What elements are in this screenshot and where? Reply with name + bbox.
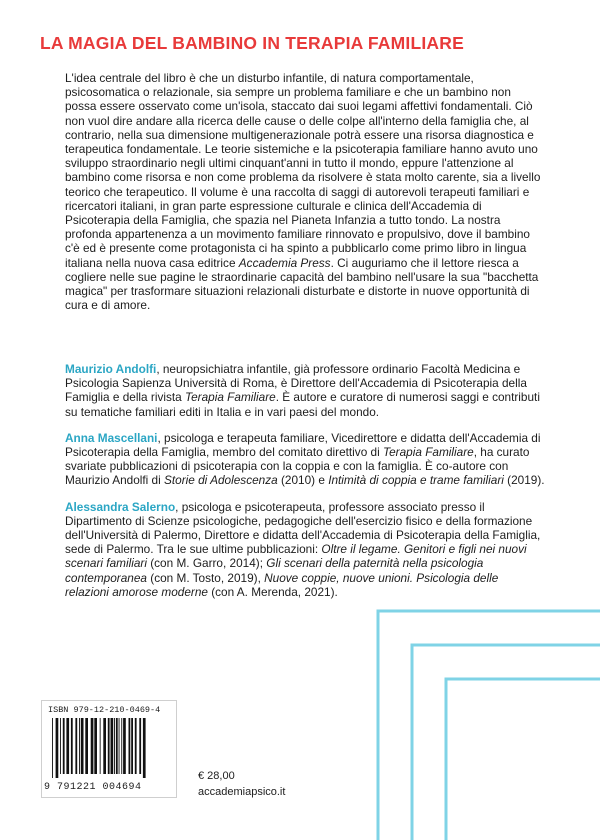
deco-line-inner: [446, 679, 600, 840]
price: € 28,00: [198, 770, 235, 782]
barcode-icon: [50, 718, 170, 778]
isbn-label: ISBN 979-12-210-0469-4: [48, 705, 161, 715]
barcode-bar: [81, 718, 84, 774]
deco-line-outer: [378, 611, 600, 840]
barcode-bar: [79, 718, 80, 774]
barcode-bar: [116, 718, 118, 774]
barcode-bar: [60, 718, 61, 774]
barcode-bar: [111, 718, 114, 774]
barcode-bar: [135, 718, 137, 774]
barcode-bar: [114, 718, 115, 774]
barcode-bar: [71, 718, 73, 774]
author-bios: [65, 362, 545, 611]
bio-salerno: Alessandra Salerno, psicologa e psicoterapeuta, professore associato presso il Dipartimento di Scienze psicologiche, pedagogiche dell'esercizio fisico e della formazione dell'Università di Palermo, Direttore e didatta dell'Accademia di Psicoterapia della Famiglia, sede di Palermo. Tra le sue ultime pubblicazioni: Oltre il legame. Genitori e figli nei nuovi scenari familiari (con M. Garro, 2014); Gli scenari della paternità nella psicologia contemporanea (con M. Tosto, 2019), Nuove coppie, nuove unioni. Psicologia delle relazioni amorose moderne (con A. Merenda, 2021).: [65, 499, 541, 599]
bio-andolfi: Maurizio Andolfi, neuropsichiatra infantile, già professore ordinario Facoltà Medicina e Psicologia Sapienza Università di Roma, è Direttore dell'Accademia di Psicoterapia della Famiglia e della rivista Terapia Familiare. È autore e curatore di numerosi saggi e contributi su tematiche familiari editi in Italia e in vari paesi del mondo.: [65, 362, 540, 419]
barcode-bar: [131, 718, 133, 774]
bio-mascellani: Anna Mascellani, psicologa e terapeuta familiare, Vicedirettore e didatta dell'Accademia di Psicoterapia della Famiglia, membro del comitato direttivo di Terapia Familiare, ha curato svariate pubblicazioni di psicoterapia con la coppia e con la famiglia. È co-autore con Maurizio Andolfi di Storie di Adolescenza (2010) e Intimità di coppia e trame familiari (2019).: [65, 430, 545, 488]
description-paragraph: L'idea centrale del libro è che un disturbo infantile, di natura comportamentale, psicosomatica o relazionale, sia sempre un problema familiare e che un bambino non possa essere osservato come un'isola, staccato dai suoi legami affettivi fondamentali. Ciò non vuol dire andare alla ricerca delle cause o delle colpe all'interno della famiglia che, al contrario, nella sua dimensione multigenerazionale potrà essere una risorsa diagnostica e terapeutica fondamentale. Le teorie sistemiche e la psicoterapia familiare hanno avuto uno sviluppo straordinario negli ultimi cinquant'anni in tutto il mondo, eppure l'attenzione al bambino come risorsa e non come problema da risolvere è stata molto carente, sia a livello teorico che terapeutico. Il volume è una raccolta di saggi di autorevoli terapeuti familiari e ricercatori italiani, in gran parte espressione culturale e clinica dell'Accademia di Psicoterapia della Famiglia, che spazia nel Pianeta Infanzia a tutto tondo. La nostra profonda appartenenza a un movimento familiare rinnovato e propulsivo, dove il bambino c'è ed è presente come protagonista ci ha spinto a pubblicarlo come primo libro in lingua italiana nella nuova casa editrice Accademia Press. Ci auguriamo che il lettore riesca a cogliere nelle sue pagine le straordinarie capacità del bambino nell'usare la sua "bacchetta magica" per trasformare situazioni relazionali disturbate e distorte in nuove opportunità di cura e di amore.: [65, 71, 541, 313]
barcode-bar: [121, 718, 122, 774]
barcode-bar: [66, 718, 69, 774]
barcode-box: [41, 700, 177, 798]
barcode-bar: [129, 718, 131, 774]
author-name: Alessandra Salerno: [65, 499, 176, 514]
barcode-bar: [139, 718, 141, 774]
barcode-bar: [56, 718, 59, 778]
barcode-bar: [75, 718, 77, 774]
barcode-bar: [85, 718, 88, 774]
barcode-bar: [123, 718, 126, 774]
barcode-bar: [91, 718, 94, 774]
barcode-bar: [143, 718, 146, 778]
barcode-bar: [52, 718, 53, 778]
barcode-bar: [94, 718, 97, 774]
deco-line-middle: [412, 645, 600, 840]
website[interactable]: accademiapsico.it: [198, 786, 286, 798]
author-name: Maurizio Andolfi: [65, 362, 157, 376]
barcode-bar: [103, 718, 106, 774]
barcode-bar: [100, 718, 101, 774]
author-name: Anna Mascellani: [65, 430, 158, 445]
barcode-bar: [63, 718, 65, 774]
book-title: LA MAGIA DEL BAMBINO IN TERAPIA FAMILIARE: [40, 33, 464, 53]
barcode-digits: 9 791221 004694: [44, 782, 142, 793]
book-description: [65, 71, 545, 312]
barcode-bar: [119, 718, 120, 774]
barcode-bar: [108, 718, 110, 774]
